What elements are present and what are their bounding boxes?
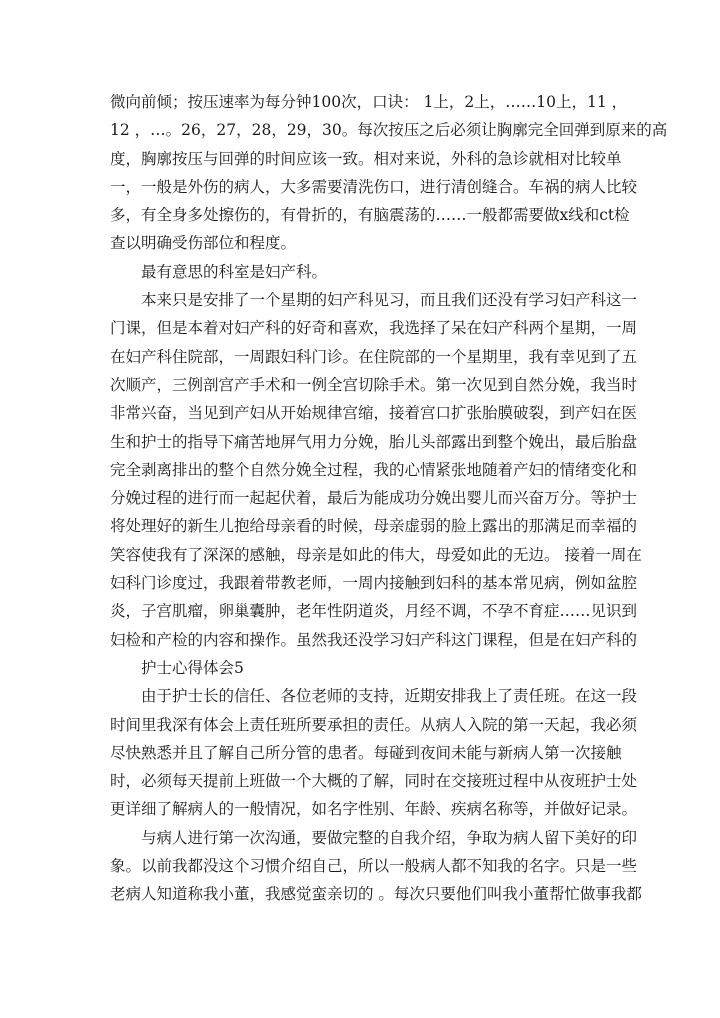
section-heading: 最有意思的科室是妇产科。 (141, 262, 328, 281)
text-line: 一，一般是外伤的病人，大多需要清洗伤口，进行清创缝合。车祸的病人比较 (110, 177, 638, 196)
text-line: 尽快熟悉并且了解自己所分管的患者。每碰到夜间未能与新病人第一次接触 (110, 743, 622, 762)
text-line: 妇检和产检的内容和操作。虽然我还没学习妇产科这门课程，但是在妇产科的 (110, 630, 638, 649)
text-line: 炎，子宫肌瘤，卵巢囊肿，老年性阴道炎，月经不调，不孕不育症……见识到 (110, 602, 638, 621)
text-line: 更详细了解病人的一般情况，如名字性别、年龄、疾病名称等，并做好记录。 (110, 800, 638, 819)
text-line: 本来只是安排了一个星期的妇产科见习，而且我们还没有学习妇产科这一 (141, 291, 638, 310)
text-line: 将处理好的新生儿抱给母亲看的时候，母亲虚弱的脸上露出的那满足而幸福的 (110, 517, 638, 536)
document-body (110, 88, 668, 909)
text-line: 微向前倾；按压速率为每分钟100次，口诀： 1上，2上，……10上，11 ， (110, 93, 628, 111)
text-line: 非常兴奋，当见到产妇从开始规律宫缩，接着宫口扩张胎膜破裂，到产妇在医 (110, 404, 638, 423)
text-line: 时间里我深有体会上责任班所要承担的责任。从病人入院的第一天起，我必须 (110, 715, 638, 734)
text-line: 由于护士长的信任、各位老师的支持，近期安排我上了责任班。在这一段 (141, 687, 638, 706)
text-line: 分娩过程的进行而一起起伏着，最后为能成功分娩出婴儿而兴奋万分。等护士 (110, 489, 638, 508)
section-heading: 护士心得体会5 (141, 658, 244, 677)
text-line: 与病人进行第一次沟通，要做完整的自我介绍，争取为病人留下美好的印 (141, 828, 638, 847)
text-line: 门课，但是本着对妇产科的好奇和喜欢，我选择了呆在妇产科两个星期，一周 (110, 319, 638, 338)
text-line: 多，有全身多处擦伤的，有骨折的，有脑震荡的……一般都需要做x线和ct检 (110, 206, 630, 225)
text-line: 笑容使我有了深深的感触，母亲是如此的伟大，母爱如此的无边。 接着一周在 (110, 545, 642, 564)
text-line: 时，必须每天提前上班做一个大概的了解，同时在交接班过程中从夜班护士处 (110, 772, 638, 791)
text-line: 老病人知道称我小董，我感觉蛮亲切的 。每次只要他们叫我小董帮忙做事我都 (110, 885, 642, 904)
text-line: 妇科门诊度过，我跟着带教老师，一周内接触到妇科的基本常见病，例如盆腔 (110, 574, 638, 593)
text-line: 生和护士的指导下痛苦地屏气用力分娩，胎儿头部露出到整个娩出，最后胎盘 (110, 432, 638, 451)
text-line: 度，胸廓按压与回弹的时间应该一致。相对来说，外科的急诊就相对比较单 (110, 149, 622, 168)
text-line: 在妇产科住院部，一周跟妇科门诊。在住院部的一个星期里，我有幸见到了五 (110, 347, 638, 366)
text-line: 完全剥离排出的整个自然分娩全过程，我的心情紧张地随着产妇的情绪变化和 (110, 460, 638, 479)
text-line: 象。以前我都没这个习惯介绍自己，所以一般病人都不知我的名字。只是一些 (110, 857, 638, 876)
text-line: 查以明确受伤部位和程度。 (110, 234, 297, 253)
text-line: 12 ，…。26，27，28，29，30。每次按压之后必须让胸廓完全回弹到原来的高 (110, 121, 668, 140)
text-line: 次顺产，三例剖宫产手术和一例全宫切除手术。第一次见到自然分娩，我当时 (110, 375, 638, 394)
